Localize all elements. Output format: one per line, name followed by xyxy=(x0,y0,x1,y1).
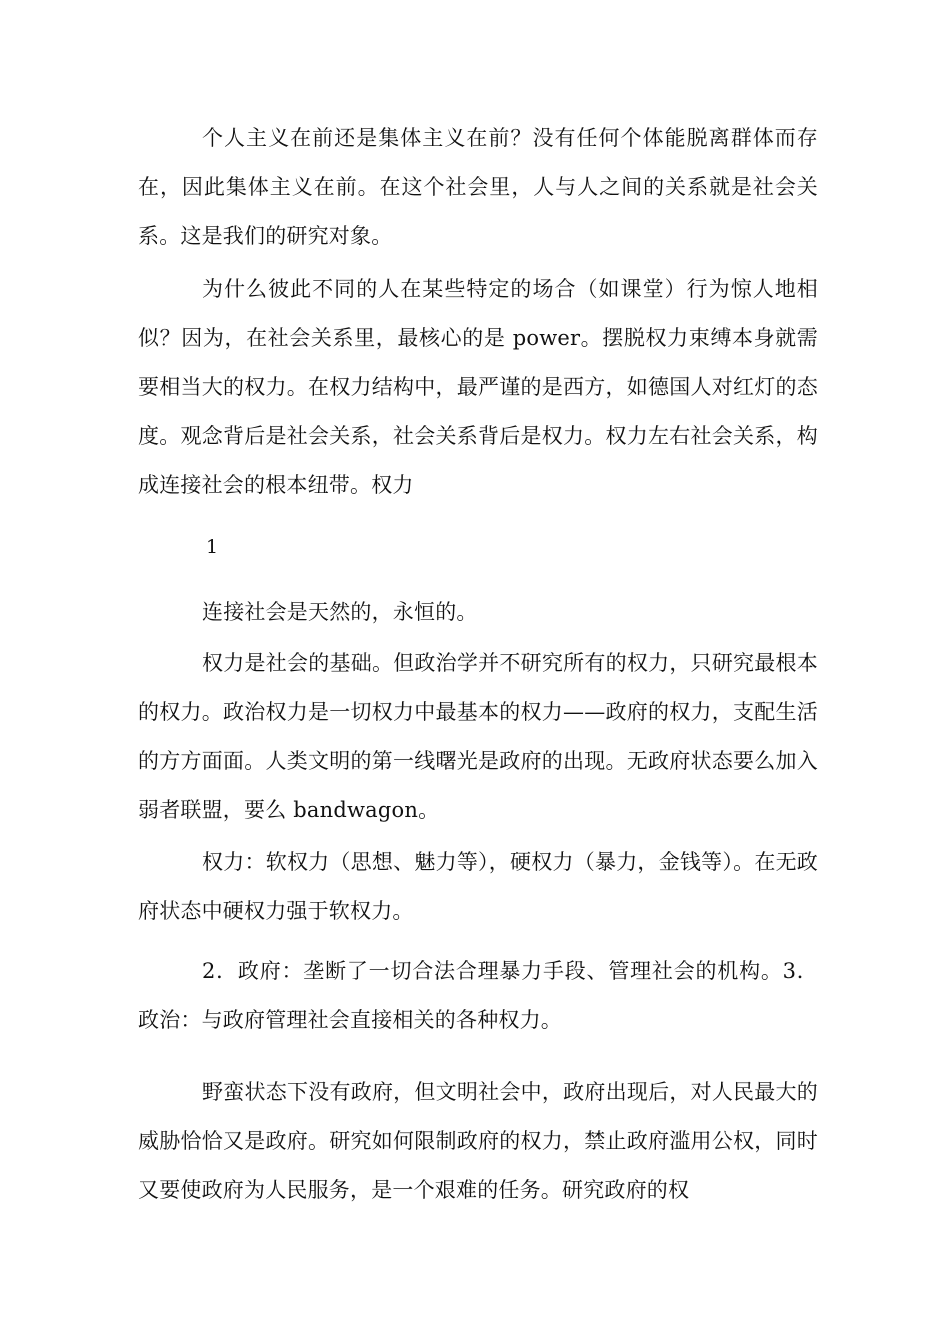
paragraph-government-politics: 2．政府：垄断了一切合法合理暴力手段、管理社会的机构。3．政治：与政府管理社会直接相关的各种权力。 xyxy=(138,959,818,1032)
paragraph-barbarism: 野蛮状态下没有政府，但文明社会中，政府出现后，对人民最大的威胁恰恰又是政府。研究如何限制政府的权力，禁止政府滥用公权，同时又要使政府为人民服务，是一个艰难的任务。研究政府的权 xyxy=(138,1080,818,1202)
page-number: 1 xyxy=(206,536,219,558)
paragraph-connection: 连接社会是天然的，永恒的。 xyxy=(202,600,478,624)
paragraph-soft-hard-power: 权力：软权力（思想、魅力等），硬权力（暴力，金钱等）。在无政府状态中硬权力强于软权力。 xyxy=(138,850,818,923)
paragraph-power: 为什么彼此不同的人在某些特定的场合（如课堂）行为惊人地相似？因为，在社会关系里，最核心的是 power。摆脱权力束缚本身就需要相当大的权力。在权力结构中，最严谨的是西方，如德国人对红灯的态度。观念背后是社会关系，社会关系背后是权力。权力左右社会关系，构成连接社会的根本纽带。权力 xyxy=(138,277,818,497)
paragraph-political-power: 权力是社会的基础。但政治学并不研究所有的权力，只研究最根本的权力。政治权力是一切权力中最基本的权力——政府的权力，支配生活的方方面面。人类文明的第一线曙光是政府的出现。无政府状态要么加入弱者联盟，要么 bandwagon。 xyxy=(138,651,818,822)
paragraph-individualism: 个人主义在前还是集体主义在前？没有任何个体能脱离群体而存在，因此集体主义在前。在这个社会里，人与人之间的关系就是社会关系。这是我们的研究对象。 xyxy=(138,126,818,248)
